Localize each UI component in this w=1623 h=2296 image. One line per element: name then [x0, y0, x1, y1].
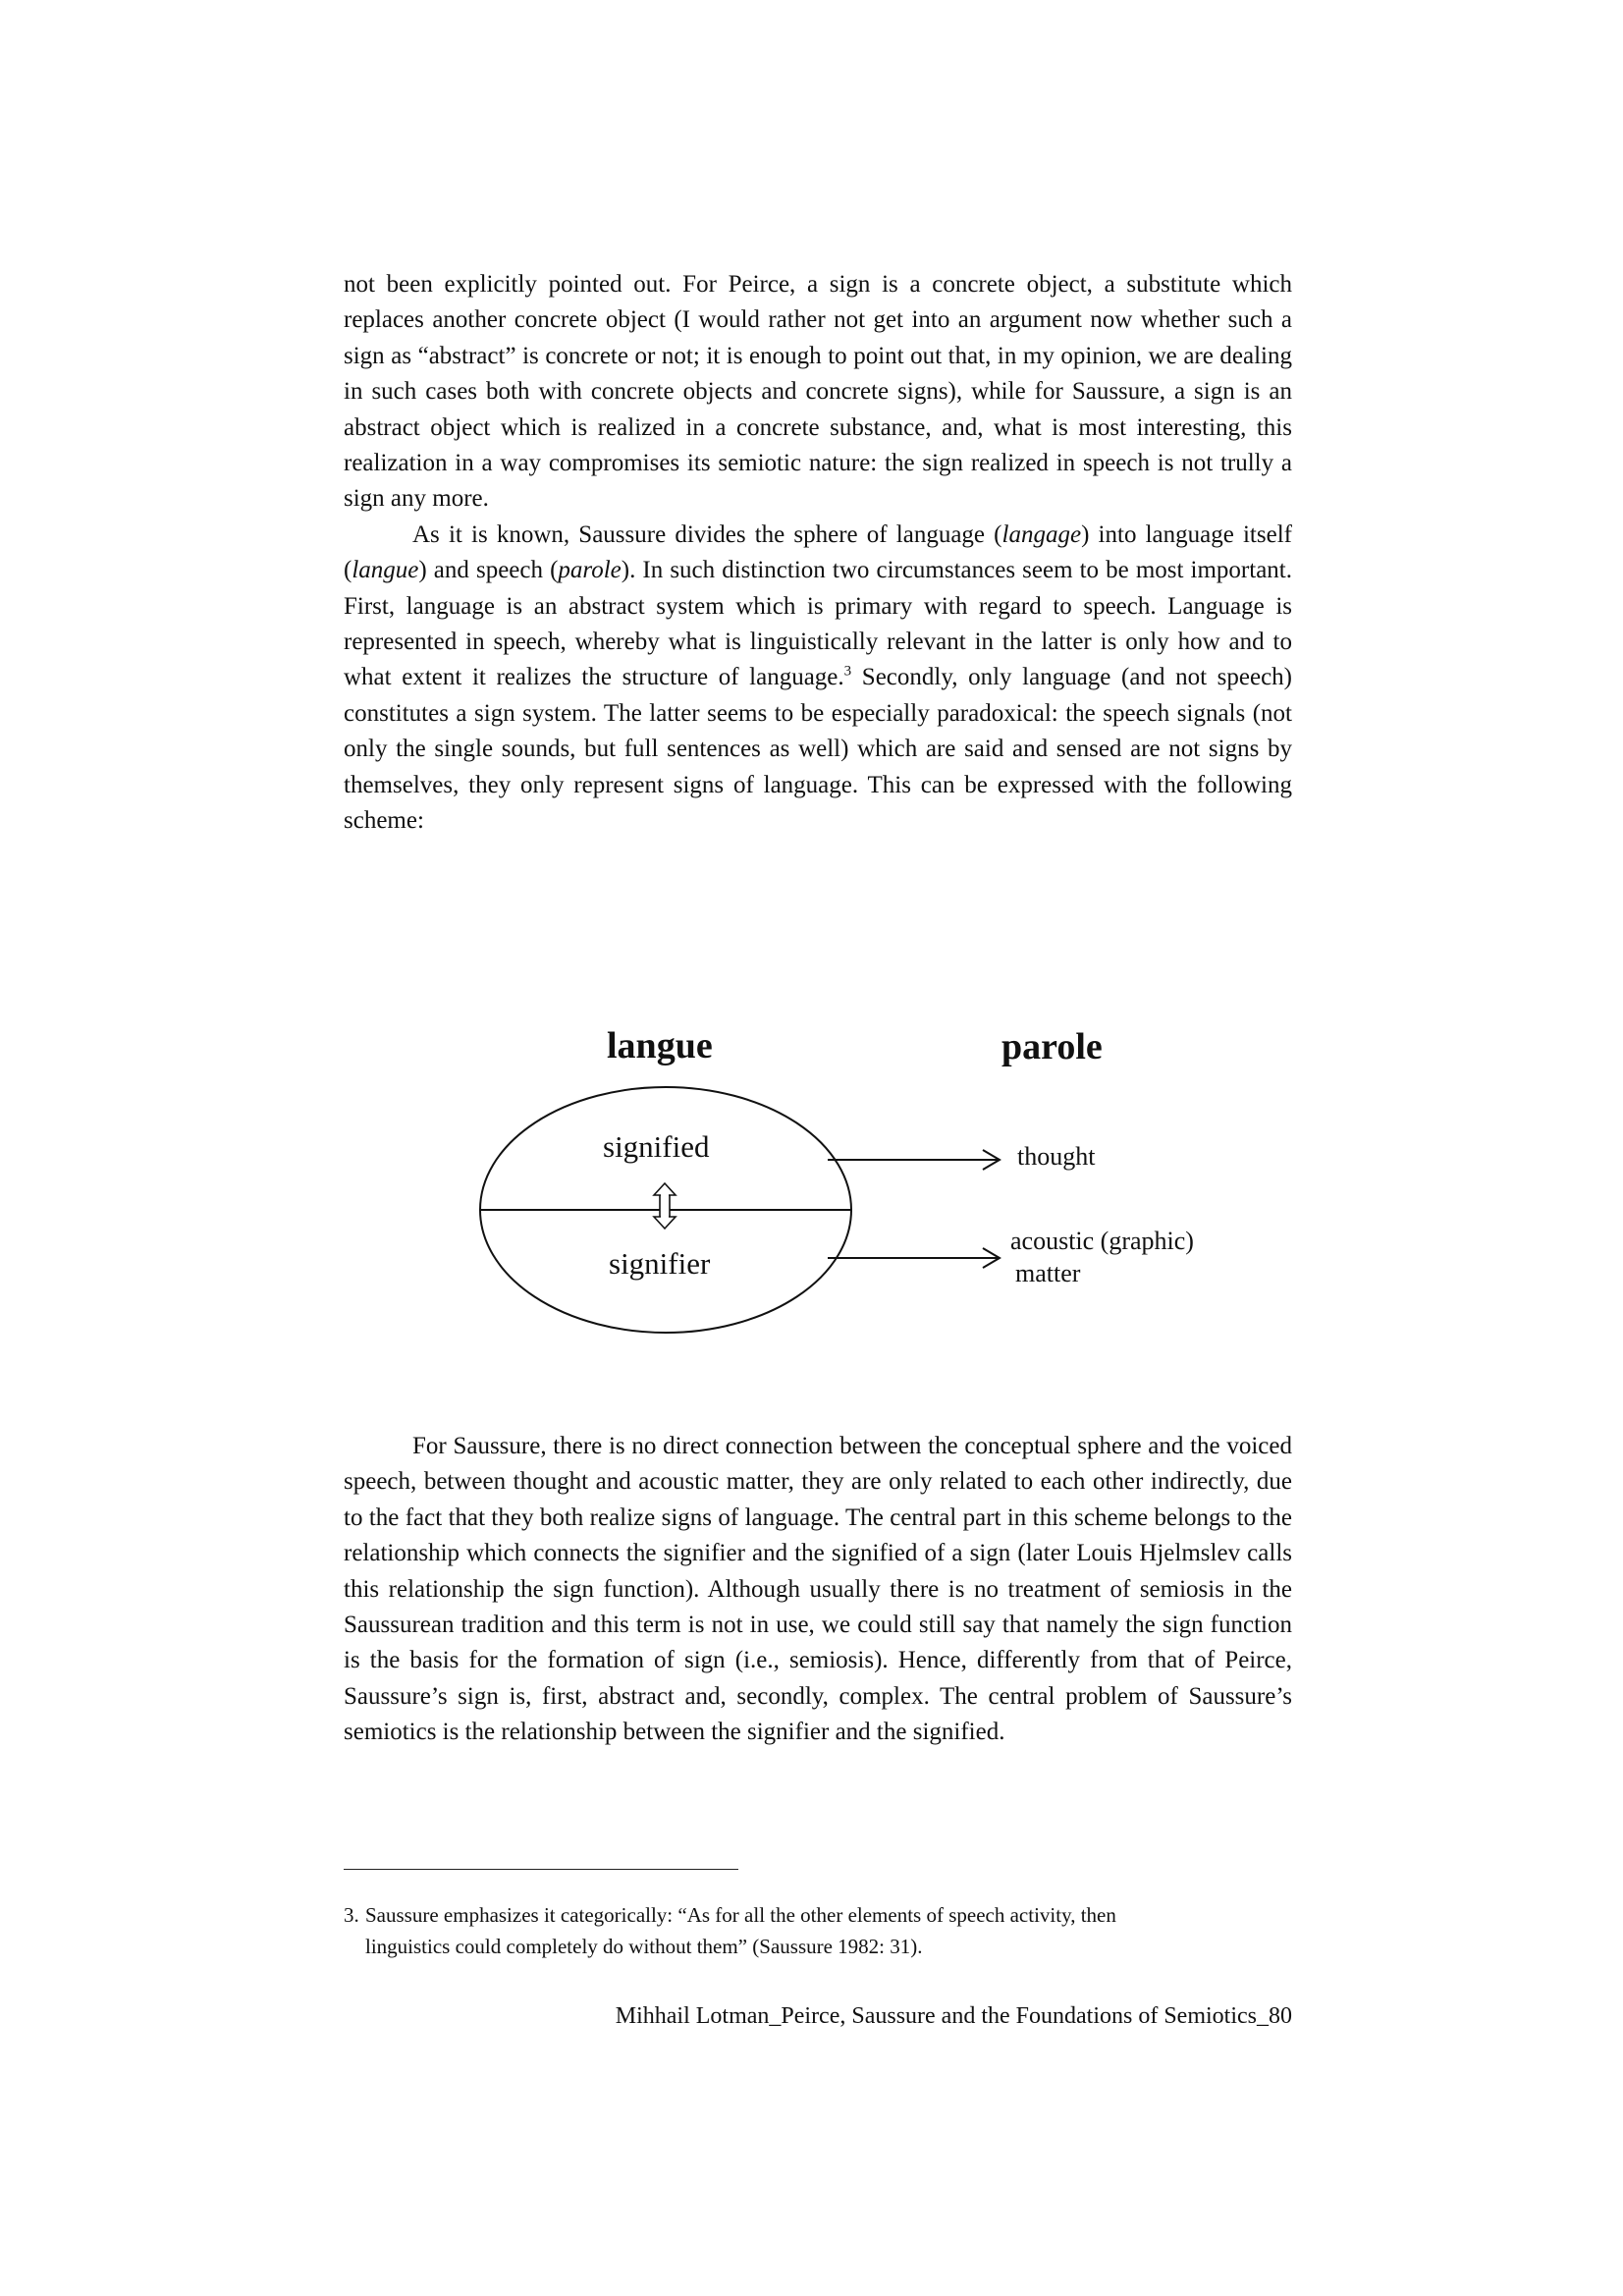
text-run: ) and speech (: [418, 557, 559, 584]
text-run: ) into language itself (: [344, 520, 1292, 584]
footnote-reference[interactable]: 3: [843, 664, 852, 681]
footnote-line-1: [344, 1899, 1292, 1931]
footnote-3: [344, 1899, 1292, 1962]
text-run: As it is known, Saussure divides the sphere of language (: [412, 520, 1002, 548]
running-footer: Mihhail Lotman_Peirce, Saussure and the Foundations of Semiotics_80: [615, 2003, 1292, 2029]
label-signifier: signifier: [609, 1246, 711, 1281]
body-text-top: [344, 267, 1292, 840]
sign-ellipse: [480, 1087, 851, 1333]
term-langage: langage: [1001, 520, 1082, 548]
text-run: Secondly, only language (and not speech) constitutes a sign system. The latter seems to be especially paradoxical: the speech signals (not only the single sounds, but full sentences as well) which are said and sensed are not signs by themselves, they only represent signs of language. This can be expressed with the following scheme:: [344, 664, 1293, 835]
arrow-signifier-to-matter: [828, 1248, 1000, 1268]
body-text-bottom: [344, 1429, 1292, 1751]
double-arrow-icon: [654, 1183, 676, 1229]
text-run: ). In such distinction two circumstances seem to be most important. First, language is an abstract system which is primary with regard to speech. Language is represented in speech, whereby what is linguistically relevant in the latter is only how and to what extent it realizes the structure of language.: [344, 557, 1292, 691]
footnote-text-2: linguistics could completely do without them” (Saussure 1982: 31).: [365, 1935, 923, 1958]
arrow-signified-to-thought: [828, 1150, 1000, 1170]
term-parole: parole: [558, 557, 622, 584]
footnote-text-1: Saussure emphasizes it categorically: “As for all the other elements of speech activity, then: [365, 1903, 1116, 1927]
footnote-divider: [344, 1869, 738, 1870]
footnote-number: 3.: [344, 1903, 359, 1927]
paragraph-continuation: not been explicitly pointed out. For Peirce, a sign is a concrete object, a substitute which replaces another concrete object (I would rather not get into an argument now whether such a sign as “abstract” is concrete or not; it is enough to point out that, in my opinion, we are dealing in such cases both with concrete objects and concrete signs), while for Saussure, a sign is an abstract object which is realized in a concrete substance, and, what is most interesting, this realization in a way compromises its semiotic nature: the sign realized in speech is not trully a sign any more.: [344, 271, 1292, 513]
label-signified: signified: [603, 1129, 710, 1164]
label-thought: thought: [1017, 1142, 1096, 1171]
paragraph-langue-parole: [344, 518, 1292, 840]
heading-parole: parole: [1001, 1026, 1103, 1067]
heading-langue: langue: [607, 1025, 713, 1066]
label-acoustic: acoustic (graphic): [1010, 1227, 1194, 1255]
term-langue: langue: [352, 557, 419, 584]
label-matter: matter: [1015, 1259, 1081, 1287]
paragraph-sign-function: For Saussure, there is no direct connection between the conceptual sphere and the voiced speech, between thought and acoustic matter, they are only related to each other indirectly, due to the fact that they both realize signs of language. The central part in this scheme belongs to the relationship which connects the signifier and the signified of a sign (later Louis Hjelmslev calls this relationship the sign function). Although usually there is no treatment of semiosis in the Saussurean tradition and this term is not in use, we could still say that namely the sign function is the basis for the formation of sign (i.e., semiosis). Hence, differently from that of Peirce, Saussure’s sign is, first, abstract and, secondly, complex. The central problem of Saussure’s semiotics is the relationship between the signifier and the signified.: [344, 1433, 1292, 1746]
